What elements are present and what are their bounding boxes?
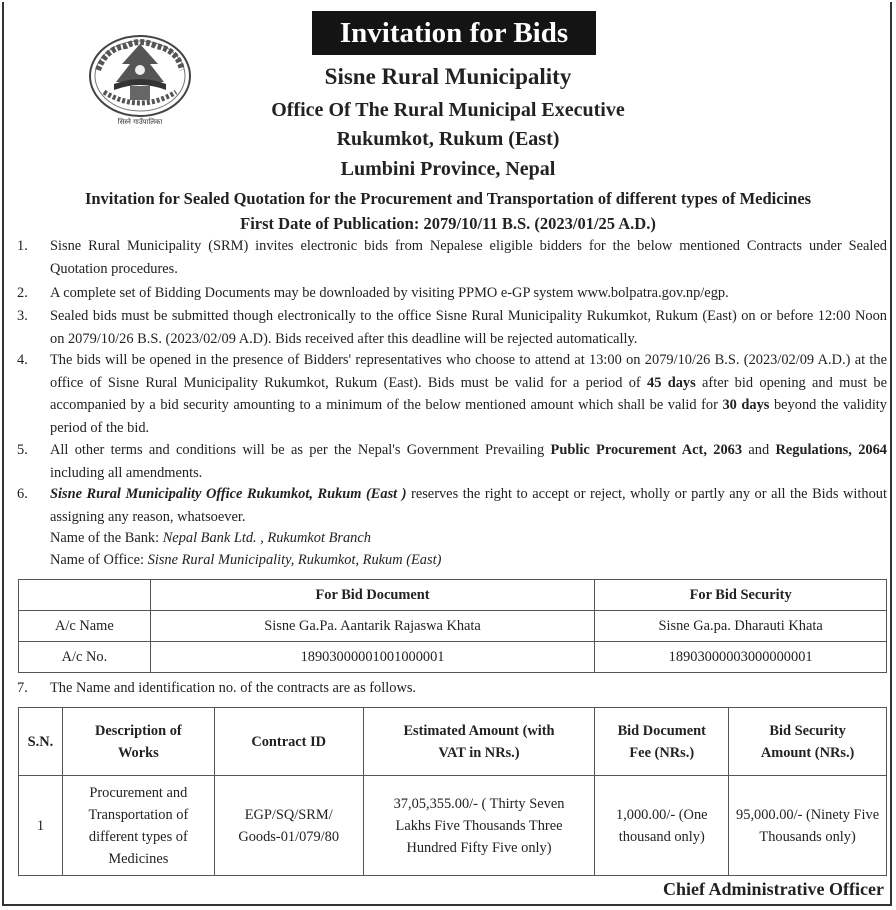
clause-3: 3. Sealed bids must be submitted though electronically to the office Sisne Rural Municipality Rukumkot, Rukum (East) on or before 12:00 Noon on 2079/10/26 B.S. (2023/02/09 A.D). Bids received after this deadline will be rejected automatically. — [17, 308, 887, 347]
clause-1: 1. Sisne Rural Municipality (SRM) invites electronic bids from Nepalese eligible bidders for the below mentioned Contracts under Sealed Quotation procedures. — [17, 238, 887, 277]
table-row: A/c Name Sisne Ga.Pa. Aantarik Rajaswa Khata Sisne Ga.pa. Dharauti Khata — [19, 611, 887, 642]
office-location: Rukumkot, Rukum (East) — [336, 128, 560, 150]
signatory: Chief Administrative Officer — [663, 879, 884, 899]
office-account-name: Name of Office: Sisne Rural Municipality, Rukumkot, Rukum (East) — [50, 552, 442, 568]
col-bid-document: For Bid Document — [150, 580, 594, 611]
publication-date: First Date of Publication: 2079/10/11 B.S. (2023/01/25 A.D.) — [240, 214, 656, 233]
table-row: 1 Procurement and Transportation of different types of Medicines EGP/SQ/SRM/ Goods-01/079/80 37,05,355.00/- ( Thirty Seven Lakhs Five Thousands Three Hundred Fifty Five only) 1,000.00/- (One thousand only) 95,000.00/- (Ninety Five Thousands only) — [19, 776, 887, 876]
clause-7: 7. The Name and identification no. of the contracts are as follows. — [17, 680, 417, 696]
svg-text:सिस्ने गाउँपालिका: सिस्ने गाउँपालिका — [117, 118, 163, 126]
bank-accounts-table — [18, 579, 887, 673]
org-name: Sisne Rural Municipality — [324, 64, 572, 89]
invitation-badge: Invitation for Bids — [312, 11, 596, 55]
col-bid-fee: Bid Document Fee (NRs.) — [595, 708, 729, 776]
table-row: A/c No. 18903000001001000001 18903000003000000001 — [19, 642, 887, 673]
clause-5: 5. All other terms and conditions will be as per the Nepal's Government Prevailing Public Procurement Act, 2063 and Regulations, 2064 including all amendments. — [17, 442, 887, 481]
office-name: Office Of The Rural Municipal Executive — [271, 99, 625, 121]
col-bid-security: For Bid Security — [595, 580, 887, 611]
col-sn: S.N. — [19, 708, 63, 776]
col-estimated-amount: Estimated Amount (with VAT in NRs.) — [363, 708, 595, 776]
contracts-table — [18, 707, 887, 876]
clause-4: 4. The bids will be opened in the presence of Bidders' representatives who choose to attend at 13:00 on 2079/10/26 B.S. (2023/02/09 A.D.) at the office of Sisne Rural Municipality Rukumkot, Rukum (East). Bids must be valid for a period of 45 days after bid opening and must be accompanied by a bid security amounting to a minimum of the below mentioned amount which shall be valid for 30 days beyond the validity period of the bid. — [17, 352, 888, 437]
notice-subject: Invitation for Sealed Quotation for the Procurement and Transportation of different types of Medicines — [84, 189, 812, 208]
col-bid-security-amount: Bid Security Amount (NRs.) — [729, 708, 887, 776]
clause-6: 6. Sisne Rural Municipality Office Rukumkot, Rukum (East ) reserves the right to accept or reject, wholly or partly any or all the Bids without assigning any reason, whatsoever. — [17, 486, 887, 525]
col-contract-id: Contract ID — [214, 708, 363, 776]
clause-2: 2. A complete set of Bidding Documents may be downloaded by visiting PPMO e-GP system www.bolpatra.gov.np/egp. — [17, 285, 729, 301]
province: Lumbini Province, Nepal — [340, 158, 556, 180]
col-description: Description of Works — [62, 708, 214, 776]
bank-name: Name of the Bank: Nepal Bank Ltd. , Rukumkot Branch — [50, 530, 371, 546]
